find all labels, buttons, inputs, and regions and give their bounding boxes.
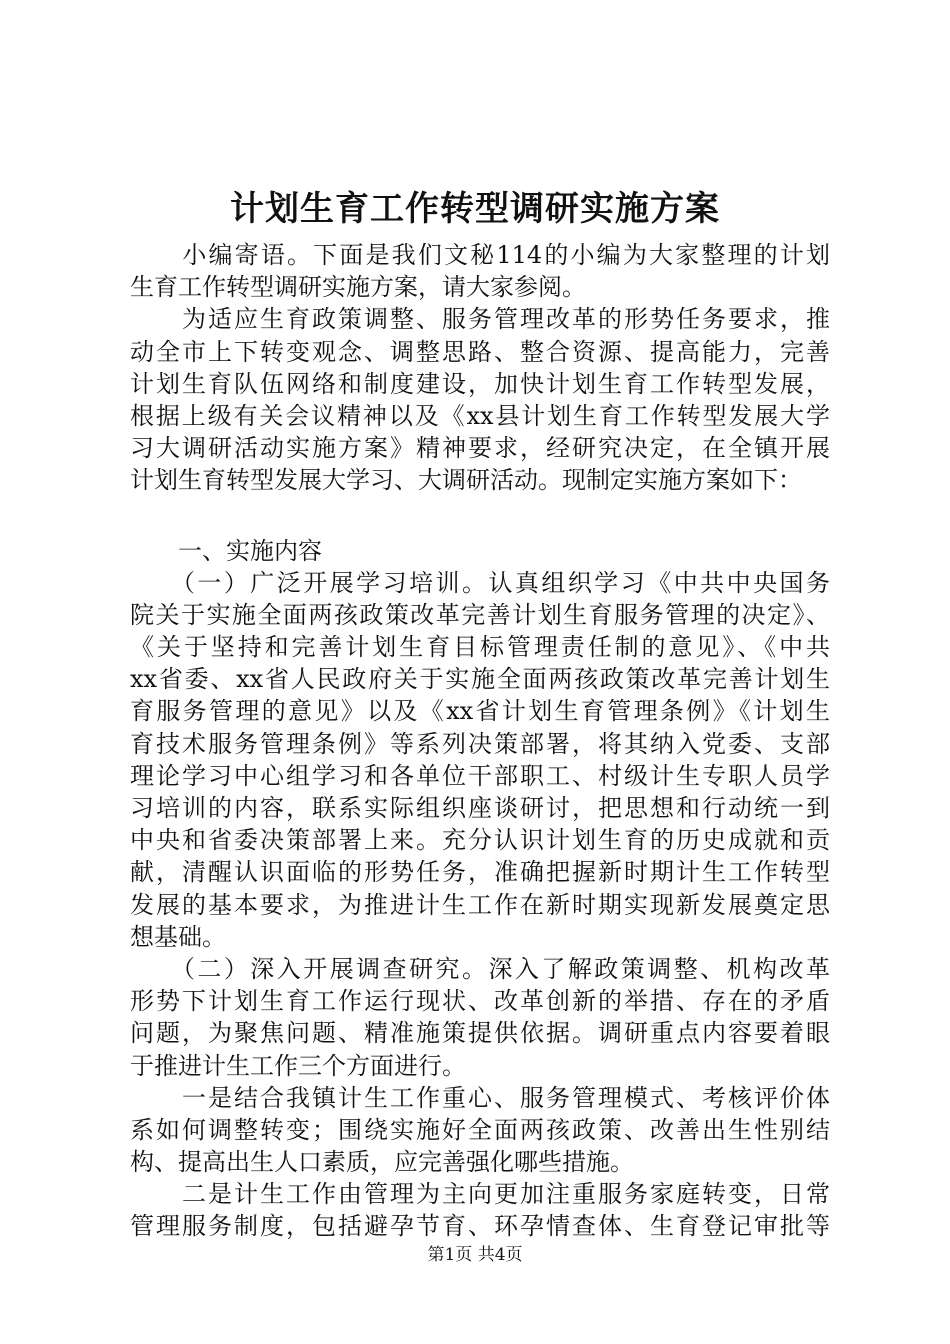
text-line: 形势下计划生育工作运行现状、改革创新的举措、存在的矛盾: [130, 987, 830, 1016]
paragraph: [130, 567, 830, 953]
text-line: 计划生育队伍网络和制度建设，加快计划生育工作转型发展，: [130, 369, 830, 398]
text-line: 生育工作转型调研实施方案，请大家参阅。: [130, 273, 586, 302]
text-line: 构、提高出生人口素质，应完善强化哪些措施。: [130, 1148, 634, 1177]
text-line: （一）广泛开展学习培训。认真组织学习《中共中央国务: [130, 568, 830, 597]
text-line: 一、实施内容: [130, 536, 322, 565]
text-line: 二是计生工作由管理为主向更加注重服务家庭转变，日常: [130, 1180, 830, 1209]
text-line: 动全市上下转变观念、调整思路、整合资源、提高能力，完善: [130, 337, 830, 366]
paragraph: [130, 953, 830, 1082]
text-line: 问题，为聚焦问题、精准施策提供依据。调研重点内容要着眼: [130, 1019, 830, 1048]
paragraph: [130, 303, 830, 496]
paragraph: [130, 1178, 830, 1242]
text-line: 院关于实施全面两孩政策改革完善计划生育服务管理的决定》、: [130, 600, 830, 629]
text-line: 发展的基本要求，为推进计生工作在新时期实现新发展奠定思: [130, 890, 830, 919]
text-line: 小编寄语。下面是我们文秘114的小编为大家整理的计划: [130, 241, 830, 269]
text-line: 一是结合我镇计生工作重心、服务管理模式、考核评价体: [130, 1083, 830, 1112]
paragraph-spacer: [130, 497, 830, 535]
text-line: 根据上级有关会议精神以及《xx县计划生育工作转型发展大学: [130, 401, 830, 430]
text-line: 系如何调整转变；围绕实施好全面两孩政策、改善出生性别结: [130, 1115, 830, 1144]
text-line: 习大调研活动实施方案》精神要求，经研究决定，在全镇开展: [130, 434, 830, 463]
text-line: xx省委、xx省人民政府关于实施全面两孩政策改革完善计划生: [130, 665, 830, 694]
text-line: 育技术服务管理条例》等系列决策部署，将其纳入党委、支部: [130, 729, 830, 758]
text-line: 习培训的内容，联系实际组织座谈研讨，把思想和行动统一到: [130, 794, 830, 822]
text-line: 献，清醒认识面临的形势任务，准确把握新时期计生工作转型: [130, 858, 830, 887]
text-line: 《关于坚持和完善计划生育目标管理责任制的意见》、《中共: [130, 633, 830, 662]
page-footer: 第1页 共4页: [427, 1245, 523, 1265]
text-line: 中央和省委决策部署上来。充分认识计划生育的历史成就和贡: [130, 826, 830, 855]
document-title: 计划生育工作转型调研实施方案: [230, 189, 720, 229]
text-line: 管理服务制度，包括避孕节育、环孕情查体、生育登记审批等: [130, 1212, 830, 1241]
text-line: 理论学习中心组学习和各单位干部职工、村级计生专职人员学: [130, 761, 830, 790]
document-body: [130, 239, 830, 1243]
text-line: 计划生育转型发展大学习、大调研活动。现制定实施方案如下：: [130, 466, 802, 495]
text-line: 于推进计生工作三个方面进行。: [130, 1051, 466, 1080]
paragraph: [130, 239, 830, 303]
text-line: 育服务管理的意见》以及《xx省计划生育管理条例》《计划生: [130, 697, 830, 726]
text-line: （二）深入开展调查研究。深入了解政策调整、机构改革: [130, 954, 830, 983]
text-line: 为适应生育政策调整、服务管理改革的形势任务要求，推: [130, 305, 830, 334]
text-line: 想基础。: [130, 922, 226, 951]
paragraph: [130, 1082, 830, 1179]
section-heading: [130, 535, 830, 567]
